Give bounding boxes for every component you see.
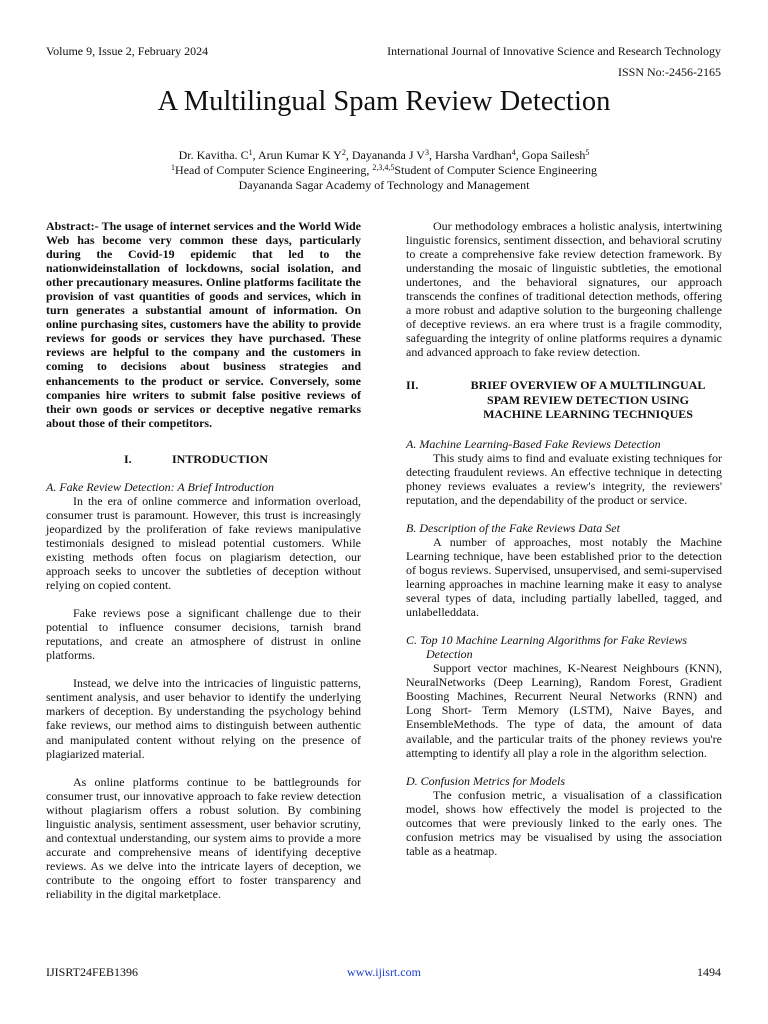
author-4: , Harsha Vardhan (428, 148, 512, 162)
author-1: Dr. Kavitha. C (178, 148, 249, 162)
subsection-2d-paragraph: The confusion metric, a visualisation of a classification model, shows how effectively the model is projected to the outcomes that were previously linked to the early ones. The confusion metrics may be visualised by using the association table as a heatmap. (406, 787, 722, 858)
section-2-title-line-2: SPAM REVIEW DETECTION USING (487, 392, 689, 407)
left-column (46, 219, 361, 901)
footer-website-link[interactable]: www.ijisrt.com (347, 965, 421, 979)
section-1-heading (46, 452, 361, 466)
methodology-paragraph: Our methodology embraces a holistic analysis, intertwining linguistic forensics, sentiment dissection, and behavioral scrutiny to create a comprehensive fake review detection framework. By understanding the mosaic of linguistic subtleties, the emotional undertones, and the behavioral signatures, our approach transcends the confines of traditional detection methods, offering a more robust and adaptive solution to the burgeoning challenge of deceptive reviews. an era where trust is a fragile commodity, safeguarding the integrity of online platforms requires a dynamic and advanced approach to fake review detection. (406, 219, 722, 360)
right-column (406, 219, 722, 858)
affiliation-line (0, 163, 768, 178)
subsection-2a-paragraph: This study aims to find and evaluate existing techniques for detecting fraudulent reviews. An effective technique in detecting phoney reviews evaluates a review's integrity, the reviewers' reputation, and the dependability of the product or service. (406, 450, 722, 507)
subsection-2c-heading-line-2: Detection (426, 647, 473, 662)
section-2-title (454, 378, 722, 420)
footer-paper-id: IJISRT24FEB1396 (46, 965, 138, 979)
section-2-heading (406, 378, 722, 420)
affiliation-1-sup: 1 (171, 163, 176, 172)
subsection-2d-heading: D. Confusion Metrics for Models (406, 773, 565, 788)
author-list (0, 148, 768, 163)
intro-paragraph-1: In the era of online commerce and information overload, consumer trust is paramount. However, this trust is increasingly jeopardized by the proliferation of fake reviews manipulative testimonials designed to mislead potential customers. While existing methods often focus on plagiarism detection, our approach seeks to uncover the subtleties of deception without relying on copied content. (46, 493, 361, 593)
author-4-sup: 4 (511, 148, 516, 157)
subsection-2a-heading: A. Machine Learning-Based Fake Reviews Detection (406, 436, 661, 451)
footer-website (0, 965, 768, 980)
affiliation-2: Student of Computer Science Engineering (394, 163, 597, 177)
subsection-2c-paragraph: Support vector machines, K-Nearest Neighbours (KNN), NeuralNetworks (Deep Learning), Random Forest, Gradient Boosting Machines, Recurrent Neural Networks (RNN) and Long Short- Term Memory (LSTM), Naive Bayes, and EnsembleMethods. The type of data, the amount of data available, and the particular traits of the phoney reviews you're attempting to identify all play a role in the algorithm selection. (406, 661, 722, 760)
section-2-title-line-1: BRIEF OVERVIEW OF A MULTILINGUAL (470, 378, 706, 393)
section-2-number: II. (406, 378, 419, 393)
subsection-2c-heading (406, 633, 722, 661)
intro-paragraph-4: As online platforms continue to be battlegrounds for consumer trust, our innovative approach to fake review detection without plagiarism offers a robust solution. By combining linguistic analysis, sentiment assessment, user behavior scrutiny, and contextual understanding, our system aims to provide a more accurate and comprehensive means of identifying deceptive reviews. As we delve into the intricate layers of deception, we contribute to the ongoing effort to foster transparency and reliability in the digital marketplace. (46, 774, 361, 901)
author-5-sup: 5 (585, 148, 590, 157)
header-issn: ISSN No:-2456-2165 (617, 65, 721, 79)
intro-paragraph-2: Fake reviews pose a significant challenge due to their potential to influence consumer decisions, tarnish brand reputations, and create an atmosphere of distrust in online platforms. (46, 606, 361, 663)
abstract: Abstract:- The usage of internet services and the World Wide Web has become very common these days, particularly during the Covid-19 epidemic that led to the nationwideinstallation of lockdowns, social isolation, and other precautionary measures. Online platforms facilitate the provision of vast quantities of goods and services, which in turn generates a substantial amount of information. On online purchasing sites, customers have the ability to provide reviews for goods or services they have purchased. These reviews are helpful to the company and the customers in coming to decisions about business strategies and enhancements to the product or service. Conversely, some companies hire writers to submit false positive reviews of their own goods or services or deceptive negative remarks about those of their competitors. (46, 219, 361, 430)
author-3-sup: 3 (424, 148, 429, 157)
intro-paragraph-3: Instead, we delve into the intricacies of linguistic patterns, sentiment analysis, and user behavior to identify the underlying markers of deception. By understanding the psychology behind fake reviews, our method aims to distinguish between authentic and manipulated content without relying on the presence of plagiarized material. (46, 676, 361, 761)
subsection-2b-heading: B. Description of the Fake Reviews Data Set (406, 520, 620, 535)
header-volume: Volume 9, Issue 2, February 2024 (46, 44, 209, 58)
author-3: , Dayananda J V (345, 148, 425, 162)
author-5: , Gopa Sailesh (515, 148, 586, 162)
subsection-2c-heading-line-1: C. Top 10 Machine Learning Algorithms for Fake Reviews (406, 633, 687, 648)
section-1-number: I. (124, 451, 132, 466)
author-2: , Arun Kumar K Y (252, 148, 342, 162)
section-1-title: INTRODUCTION (172, 451, 269, 466)
affiliation-1: Head of Computer Science Engineering, (175, 163, 373, 177)
subsection-1a-heading: A. Fake Review Detection: A Brief Introduction (46, 479, 275, 494)
affiliation-2-sup: 2,3,4,5 (372, 163, 395, 172)
author-block (0, 148, 768, 193)
author-1-sup: 1 (248, 148, 253, 157)
paper-title: A Multilingual Spam Review Detection (157, 86, 611, 117)
section-2-title-line-3: MACHINE LEARNING TECHNIQUES (483, 406, 693, 421)
subsection-2b-paragraph: A number of approaches, most notably the Machine Learning technique, have been established prior to the detection of bogus reviews. Supervised, unsupervised, and semi-supervised learning approaches in machine learning make it easy to analyse several types of data, including partially labelled, tagged, and unlabelleddata. (406, 534, 722, 620)
footer-page-number: 1494 (697, 965, 721, 979)
author-2-sup: 2 (341, 148, 346, 157)
institution: Dayananda Sagar Academy of Technology and Management (238, 178, 530, 192)
header-journal: International Journal of Innovative Science and Research Technology (387, 44, 721, 58)
